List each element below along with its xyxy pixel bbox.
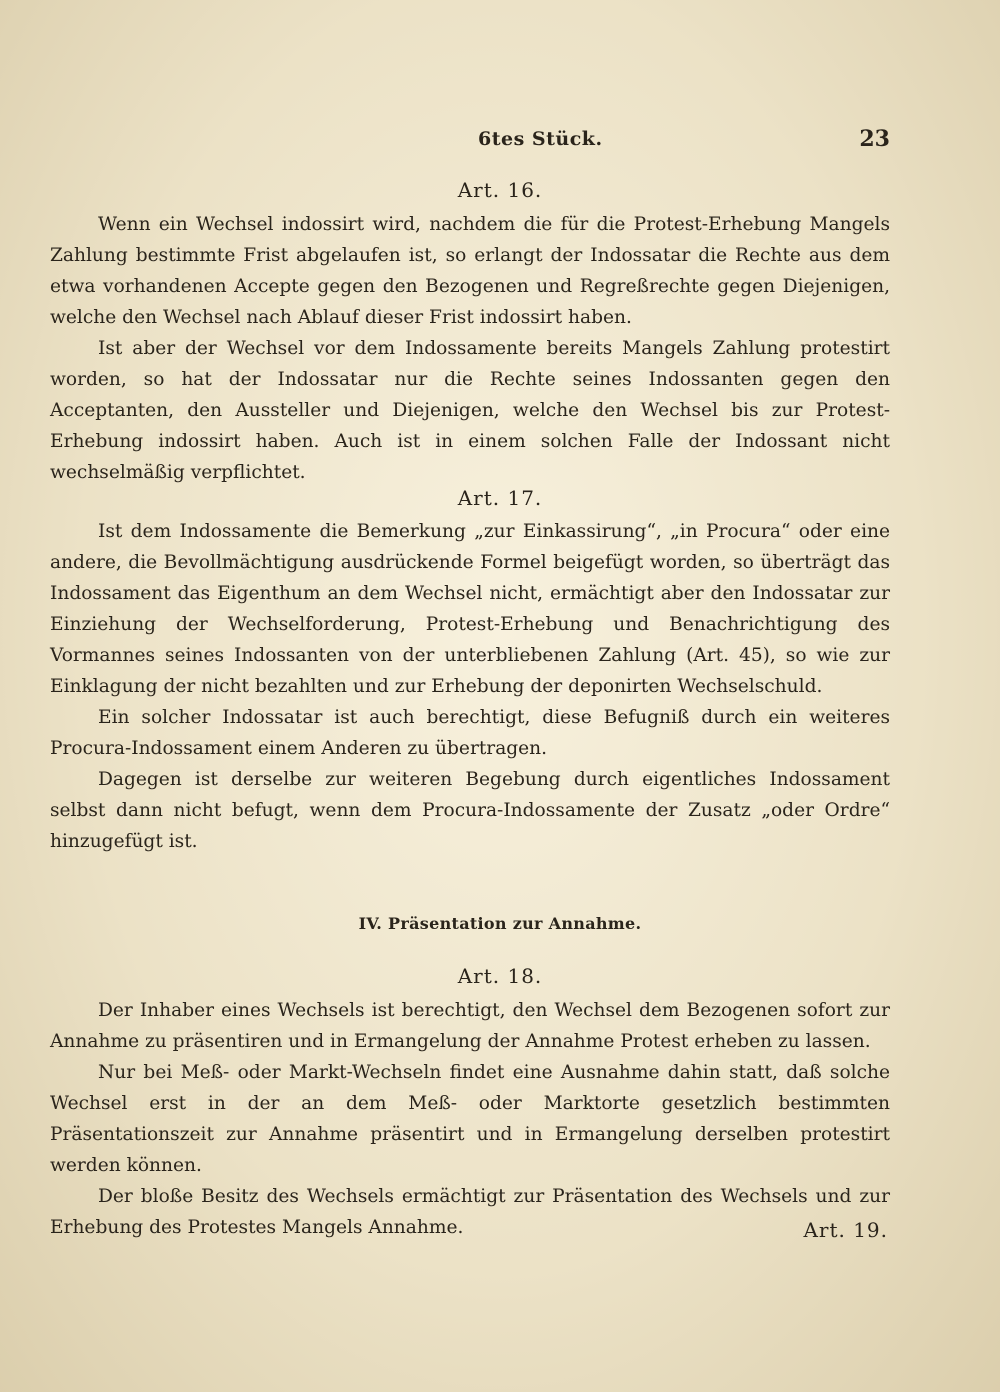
article-17-body [50,516,890,857]
article-18-body [50,995,890,1243]
catchword: Art. 19. [803,1218,888,1242]
section-title: IV. Präsentation zur Annahme. [358,914,642,933]
article-18-heading: Art. 18. [457,964,543,988]
article-18-paragraph-2: Nur bei Meß- oder Markt-Wechseln findet eine Ausnahme dahin statt, daß solche Wechsel erst in der an dem Meß- oder Marktorte gesetzlich bestimmten Präsentationszeit zur Annahme präsentirt und in Ermangelung derselben protestirt werden können. [50,1062,890,1176]
article-18-paragraph-1: Der Inhaber eines Wechsels ist berechtigt, den Wechsel dem Bezogenen sofort zur Annahme zu präsentiren und in Ermangelung der Annahme Protest erheben zu lassen. [50,1000,890,1052]
part-label: 6tes Stück. [478,128,603,150]
article-17-heading: Art. 17. [457,486,543,510]
running-header [50,128,950,158]
article-17-paragraph-2: Ein solcher Indossatar ist auch berechtigt, diese Befugniß durch ein weiteres Procura-Indossament einem Anderen zu übertragen. [50,707,890,759]
page-number: 23 [859,126,890,152]
article-16-heading: Art. 16. [457,178,543,202]
article-18-paragraph-3: Der bloße Besitz des Wechsels ermächtigt zur Präsentation des Wechsels und zur Erhebung des Protestes Mangels Annahme. [50,1186,890,1238]
article-16-body [50,209,890,488]
article-17-paragraph-3: Dagegen ist derselbe zur weiteren Begebung durch eigentliches Indossament selbst dann nicht befugt, wenn dem Procura-Indossamente der Zusatz „oder Ordre“ hinzugefügt ist. [50,769,890,852]
article-17-paragraph-1: Ist dem Indossamente die Bemerkung „zur Einkassirung“, „in Procura“ oder eine andere, die Bevollmächtigung ausdrückende Formel beigefügt worden, so überträgt das Indossament das Eigenthum an dem Wechsel nicht, ermächtigt aber den Indossatar zur Einziehung der Wechselforderung, Protest-Erhebung und Benachrichtigung des Vormannes seines Indossanten von der unterbliebenen Zahlung (Art. 45), so wie zur Einklagung der nicht bezahlten und zur Erhebung der deponirten Wechselschuld. [50,521,890,697]
article-16-paragraph-2: Ist aber der Wechsel vor dem Indossamente bereits Mangels Zahlung protestirt worden, so hat der Indossatar nur die Rechte seines Indossanten gegen den Acceptanten, den Aussteller und Diejenigen, welche den Wechsel bis zur Protest-Erhebung indossirt haben. Auch ist in einem solchen Falle der Indossant nicht wechselmäßig verpflichtet. [50,338,890,483]
article-16-paragraph-1: Wenn ein Wechsel indossirt wird, nachdem die für die Protest-Erhebung Mangels Zahlung bestimmte Frist abgelaufen ist, so erlangt der Indossatar die Rechte aus dem etwa vorhandenen Accepte gegen den Bezogenen und Regreßrechte gegen Diejenigen, welche den Wechsel nach Ablauf dieser Frist indossirt haben. [50,214,890,328]
